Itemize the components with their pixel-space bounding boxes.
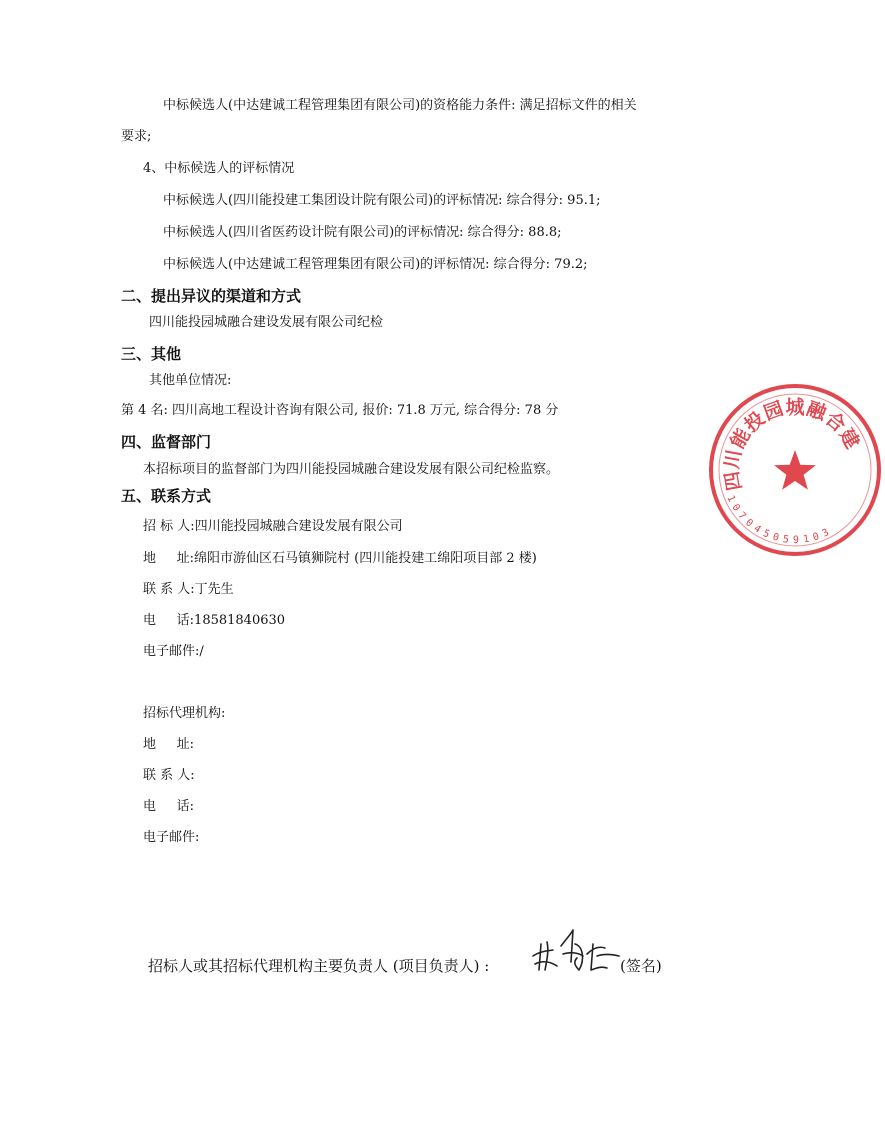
signature-line-suffix: (签名): [620, 957, 662, 975]
other-text: 第 4 名: 四川高地工程设计咨询有限公司, 报价: 71.8 万元, 综合得分: 78 分: [121, 403, 559, 418]
tenderer-label: 招 标 人:: [143, 519, 195, 534]
evaluation-item-1: 中标候选人(四川能投建工集团设计院有限公司)的评标情况: 综合得分: 95.1;: [163, 193, 601, 208]
stamp-char: 城: [785, 396, 805, 419]
stamp-number-char: 9: [792, 534, 800, 547]
stamp-char: 川: [720, 447, 746, 471]
supervision-heading: 四、监督部门: [121, 433, 212, 451]
email-label: 电子邮件:: [143, 644, 200, 659]
address-value: 绵阳市游仙区石马镇狮院村 (四川能投建工绵阳项目部 2 楼): [194, 551, 537, 566]
red-stamp-seal: [705, 380, 885, 560]
agency-email-label: 电子邮件:: [143, 830, 200, 845]
other-heading: 三、其他: [121, 345, 182, 363]
stamp-number-char: 4: [751, 523, 763, 536]
supervision-text: 本招标项目的监督部门为四川能投园城融合建设发展有限公司纪检监察。: [143, 462, 560, 477]
stamp-char: 园: [760, 397, 787, 425]
stamp-number-char: 1: [724, 493, 737, 504]
phone-value: 18581840630: [194, 613, 286, 628]
stamp-number-char: 0: [729, 502, 742, 514]
stamp-number-char: 0: [771, 531, 781, 544]
stamp-char: 投: [740, 407, 770, 437]
stamp-char: 建: [834, 425, 864, 453]
qualification-line-2: 要求;: [121, 129, 152, 144]
qualification-line-1: 中标候选人(中达建诚工程管理集团有限公司)的资格能力条件: 满足招标文件的相关: [163, 98, 637, 113]
stamp-number-char: 0: [742, 517, 755, 530]
person-row: [143, 581, 234, 599]
signature-line-text: 招标人或其招标代理机构主要负责人 (项目负责人) :: [148, 957, 490, 975]
evaluation-heading: 4、中标候选人的评标情况: [143, 161, 295, 176]
phone-label: 电 话:: [143, 613, 195, 628]
stamp-char: 能: [726, 425, 756, 453]
phone-row: [143, 612, 285, 630]
tenderer-value: 四川能投园城融合建设发展有限公司: [194, 519, 403, 534]
contact-heading: 五、联系方式: [121, 487, 212, 505]
person-label: 联 系 人:: [143, 582, 195, 597]
stamp-number-char: 5: [761, 528, 772, 541]
stamp-number-char: 5: [782, 534, 790, 546]
tenderer-row: [143, 518, 403, 536]
agency-address-label: 地 址:: [143, 737, 195, 752]
agency-person-label: 联 系 人:: [143, 768, 195, 783]
objection-text: 四川能投园城融合建设发展有限公司纪检: [149, 315, 384, 330]
address-label: 地 址:: [143, 551, 195, 566]
stamp-number-char: 3: [820, 527, 831, 540]
evaluation-item-3: 中标候选人(中达建诚工程管理集团有限公司)的评标情况: 综合得分: 79.2;: [163, 257, 588, 272]
other-subheading: 其他单位情况:: [149, 373, 232, 388]
stamp-char: 四: [720, 469, 746, 493]
handwritten-signature: [527, 926, 627, 974]
agency-heading: 招标代理机构:: [143, 706, 226, 721]
address-row: [143, 550, 537, 568]
stamp-number-char: 1: [802, 533, 811, 546]
stamp-number-char: 0: [811, 531, 821, 544]
person-value: 丁先生: [194, 582, 234, 597]
stamp-char: 合: [820, 407, 850, 437]
stamp-char: 融: [803, 397, 830, 425]
evaluation-item-2: 中标候选人(四川省医药设计院有限公司)的评标情况: 综合得分: 88.8;: [163, 225, 562, 240]
stamp-number-char: 7: [735, 510, 748, 523]
agency-phone-label: 电 话:: [143, 799, 195, 814]
email-row: [143, 643, 204, 661]
email-value: /: [199, 644, 204, 659]
objection-heading: 二、提出异议的渠道和方式: [121, 287, 302, 305]
